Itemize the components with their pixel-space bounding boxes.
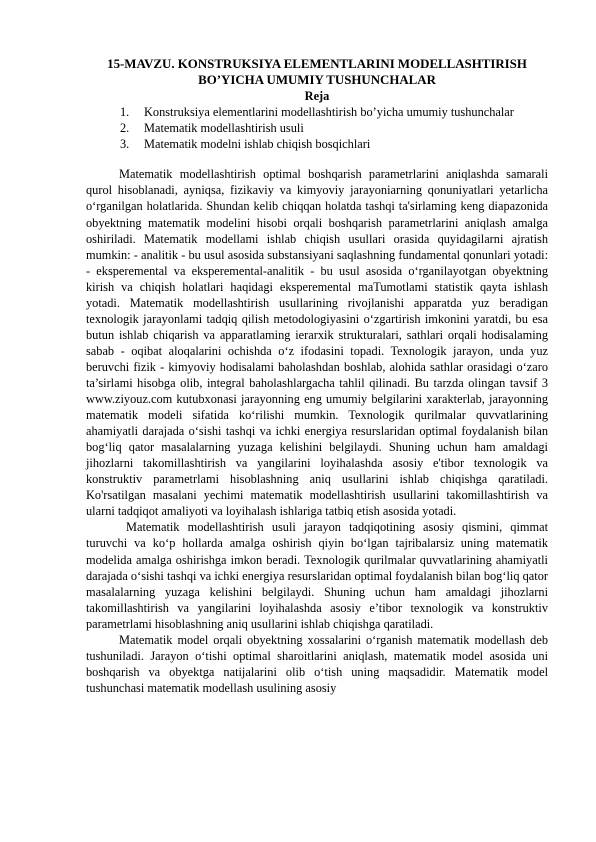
plan-heading: Reja xyxy=(304,89,330,104)
plan-item-number: 1. xyxy=(120,105,130,120)
plan-item xyxy=(86,104,548,120)
plan-item-text: Matematik modelni ishlab chiqish bosqichlari xyxy=(144,137,371,152)
plan-item-text: Konstruksiya elementlarini modellashtirish bo’yicha umumiy tushunchalar xyxy=(144,105,514,120)
body-paragraph: Matematik model orqali obyektning xossalarini o‘rganish matematik modellash deb tushuniladi. Jarayon o‘tishi optimal sharoitlarini aniqlash, matematik model asosida uni boshqarish va obyektga natijalarini olib o‘tish uning maqsadidir. Matematik model tushunchasi matematik modellash usulining asosiy xyxy=(86,632,548,695)
plan-item-number: 2. xyxy=(120,121,130,136)
title-line-1: 15-MAVZU. KONSTRUKSIYA ELEMENTLARINI MODELLASHTIRISH xyxy=(107,57,527,71)
spacer xyxy=(86,152,548,166)
plan-list xyxy=(86,104,548,152)
plan-item xyxy=(86,136,548,152)
document-page xyxy=(86,56,548,696)
plan-item xyxy=(86,120,548,136)
title-line-2: BO’YICHA UMUMIY TUSHUNCHALAR xyxy=(198,73,436,88)
plan-item-text: Matematik modellashtirish usuli xyxy=(144,121,304,136)
plan-item-number: 3. xyxy=(120,137,130,152)
body-paragraph: Matematik modellashtirish usuli jarayon tadqiqotining asosiy qismini, qimmat turuvchi va ko‘p hollarda amalga oshirish qiyin bo‘lgan tajribalarsiz uning matematik modelida amalga oshirishga imkon beradi. Texnologik qurilmalar quvvatlarining ahamiyatli darajada o‘sishi tashqi va ichki energiya resurslaridan optimal foydalanish bilan bog‘liq qator masalalarning yuzaga kelishini belgilaydi. Shuning uchun ham amaldagi jihozlarni takomillashtirish va yangilarini loyihalashda asosiy e’tibor texnologik va konstruktiv parametrlami hisoblashning aniq usullarini ishlab chiqishga qaratiladi. xyxy=(86,520,548,631)
document-title xyxy=(80,56,554,88)
body-paragraph: Matematik modellashtirish optimal boshqarish parametrlarini aniqlashda samarali qurol hisoblanadi, ayniqsa, fizikaviy va kimyoviy jarayoniarning qonuniyatlari yetarlicha o‘rganilgan holatlarida. Shundan kelib chiqqan holatda tashqi ta'sirlaming keng diapazonida obyektning matematik modelini hisobi orqali boshqarish parametrlarini aniqlash amalga oshiriladi. Matematik modellami ishlab chiqish usullari orasida quyidagilarni ajratish mumkin: - analitik - bu usul asosida substansiyani saqlashning fundamental qonunlari yotadi: - eksperemental va eksperemental-analitik - bu usul asosida o‘rganilayotgan obyektning kirish va chiqish holatlari haqidagi eksperemental maTumotlami statistik qayta ishlash yotadi. Matematik modellashtirish usullarining rivojlanishi apparatda yuz beradigan texnologik jarayonlami tadqiq qilish metodologiyasini o‘zgartirish imkonini yaratdi, bu esa butun ishlab chiqarish va apparatlaming ierarxik strukturalari, sathlari orqali hodisalaming sabab - oqibat aloqalarini ochishda o‘z ifodasini topadi. Texnologik jarayon, unda yuz beruvchi fizik - kimyoviy hodisalami baholashdan boshlab, alohida sathlar orasidagi o‘zaro ta’sirlami hisobga olib, integral baholashlargacha tahlil qilinadi. Bu tarzda olingan tavsif 3 www.ziyouz.com kutubxonasi jarayonning eng umumiy belgilarini xarakterlab, jarayonning matematik modeli sifatida ko‘rilishi mumkin. Texnologik qurilmalar quvvatlarining ahamiyatli darajada o‘sishi tashqi va ichki energiya resurslaridan optimal foydalanish bilan bog‘liq qator masalalarning yuzaga kelishini belgilaydi. Shuning uchun ham amaldagi jihozlarni takomillashtirish va yangilarini loyihalashda asosiy e'tibor texnologik va konstruktiv parametrlami hisoblashning aniq usullarini ishlab chiqishga qaratiladi. Ko'rsatilgan masalani yechimi matematik modellashtirish usullarini takomillashtirish va ularni tadqiqot amaliyoti va loyihalash ishlariga tatbiq etish asosida yotadi. xyxy=(86,167,548,519)
